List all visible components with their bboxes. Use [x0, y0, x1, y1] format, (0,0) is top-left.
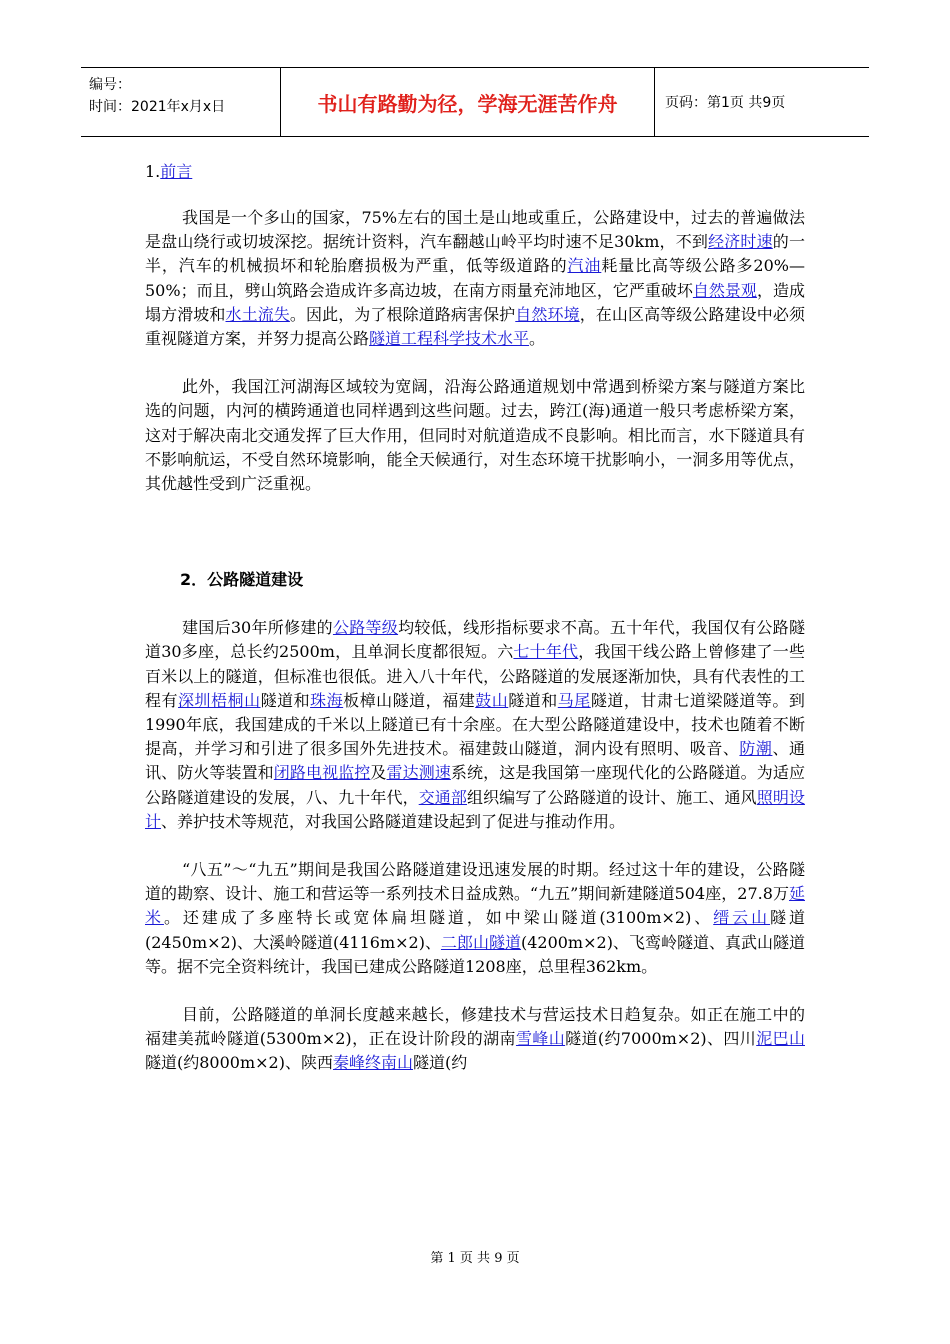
header-meta [81, 68, 281, 136]
text-run: 、通讯、防火等装置和 [145, 739, 805, 783]
inline-link[interactable]: 七十年代 [513, 642, 579, 662]
text-run: 。因此，为了根除道路病害保护 [289, 304, 516, 324]
inline-link[interactable]: 水土流失 [225, 304, 290, 324]
text-run: 的一半，汽车的机械损坏和轮胎磨损极为严重，低等级道路的 [145, 232, 805, 276]
text-run: (4200m×2)、飞鸾岭隧道、真武山隧道等。据不完全资料统计，我国已建成公路隧道1208座，总里程362km。 [145, 932, 805, 976]
inline-link[interactable]: 自然环境 [515, 304, 580, 324]
text-run: 我国是一个多山的国家，75%左右的国土是山地或重丘，公路建设中，过去的普遍做法是盘山绕行或切坡深挖。据统计资料，汽车翻越山岭平均时速不足30km，不到 [145, 208, 805, 252]
inline-link[interactable]: 马尾 [557, 690, 591, 710]
section-1-title-link[interactable]: 前言 [160, 162, 193, 181]
document-time-label: 时间：2021年x月x日 [89, 99, 226, 115]
inline-link[interactable]: 经济时速 [708, 232, 773, 252]
text-run: 均较低，线形指标要求不高。五十年代，我国仅有公路隧道30多座，总长约2500m，且单洞长度都很短。六 [145, 618, 805, 662]
text-run: 板樟山隧道，福建 [343, 690, 476, 710]
text-run: 隧道和 [508, 690, 558, 710]
text-run: 隧道(约 [412, 1053, 468, 1073]
document-number-label: 编号： [89, 77, 131, 93]
inline-link[interactable]: 缙云山 [713, 908, 771, 928]
text-run: 建国后30年所修建的 [182, 618, 333, 638]
paragraph [145, 1003, 805, 1076]
inline-link[interactable]: 延米 [145, 884, 805, 928]
paragraph [145, 858, 805, 979]
inline-link[interactable]: 交通部 [418, 787, 467, 807]
text-run: 。 [529, 329, 546, 349]
text-run: “八五”～“九五”期间是我国公路隧道建设迅速发展的时期。经过这十年的建设，公路隧道的勘察、设计、施工和营运等一系列技术日益成熟。“九五”期间新建隧道504座，27.8万 [145, 860, 805, 904]
text-run: 隧道(约7000m×2)、四川 [565, 1029, 757, 1049]
inline-link[interactable]: 雷达测速 [386, 763, 451, 783]
inline-link[interactable]: 公路等级 [332, 618, 399, 638]
inline-link[interactable]: 秦峰终南山 [332, 1053, 413, 1073]
text-run: 目前，公路隧道的单洞长度越来越长，修建技术与营运技术日趋复杂。如正在施工中的福建美菰岭隧道(5300m×2)，正在设计阶段的湖南 [145, 1005, 805, 1049]
inline-link[interactable]: 闭路电视监控 [273, 763, 371, 783]
inline-link[interactable]: 珠海 [310, 690, 344, 710]
header-page-label: 页码：第1页 共9页 [665, 95, 786, 111]
inline-link[interactable]: 鼓山 [475, 690, 509, 710]
section-1-heading [145, 160, 805, 184]
inline-link[interactable]: 隧道工程科学技术水平 [369, 329, 530, 349]
text-run: ，在山区高等级公路建设中必须重视隧道方案，并努力提高公路 [145, 304, 805, 349]
text-run: 隧道，甘肃七道梁隧道等。到1990年底，我国建成的千米以上隧道已有十余座。在大型公路隧道建设中，技术也随着不断提高，并学习和引进了很多国外先进技术。福建鼓山隧道，洞内设有照明、吸音、 [145, 690, 805, 759]
inline-link[interactable]: 深圳梧桐山 [178, 690, 261, 710]
paragraph [145, 375, 805, 496]
section-1-number: 1. [145, 162, 161, 181]
text-run: 及 [370, 763, 387, 783]
text-run: 此外，我国江河湖海区域较为宽阔，沿海公路通道规划中常遇到桥梁方案与隧道方案比选的问题，内河的横跨通道也同样遇到这些问题。过去，跨江(海)通道一般只考虑桥梁方案，这对于解决南北交通发挥了巨大作用，但同时对航道造成不良影响。相比而言，水下隧道具有不影响航运，不受自然环境影响，能全天候通行，对生态环境干扰影响小，一洞多用等优点，其优越性受到广泛重视。 [145, 377, 805, 494]
page-header [81, 67, 869, 137]
text-run: 耗量比高等级公路多20%—50%；而且，劈山筑路会造成许多高边坡，在南方雨量充沛地区，它严重破坏 [145, 256, 805, 300]
inline-link[interactable]: 自然景观 [692, 280, 757, 300]
inline-link[interactable]: 二郎山隧道 [440, 932, 521, 952]
header-motto: 书山有路勤为径，学海无涯苦作舟 [281, 68, 655, 136]
document-body [145, 155, 805, 1076]
paragraph [145, 616, 805, 834]
text-run: 、养护技术等规范，对我国公路隧道建设起到了促进与推动作用。 [161, 811, 626, 831]
text-run: 。还建成了多座特长或宽体扁坦隧道，如中梁山隧道(3100m×2)、 [163, 908, 714, 928]
text-run: 隧道(约8000m×2)、陕西 [145, 1053, 333, 1073]
section-2-heading: 2．公路隧道建设 [180, 570, 304, 590]
text-run: 隧道(2450m×2)、大溪岭隧道(4116m×2)、 [145, 908, 805, 952]
text-run: ，造成塌方滑坡和 [145, 280, 805, 324]
inline-link[interactable]: 照明设计 [145, 787, 805, 831]
paragraph [145, 206, 805, 351]
inline-link[interactable]: 雪峰山 [515, 1029, 566, 1049]
page-footer: 第 1 页 共 9 页 [430, 1251, 520, 1266]
inline-link[interactable]: 防潮 [739, 739, 773, 759]
text-run: ，我国干线公路上曾修建了一些百米以上的隧道，但标准也很低。进入八十年代，公路隧道的发展逐渐加快，具有代表性的工程有 [145, 642, 805, 710]
inline-link[interactable]: 泥巴山 [756, 1029, 805, 1049]
text-run: 隧道和 [260, 690, 311, 710]
text-run: 系统，这是我国第一座现代化的公路隧道。为适应公路隧道建设的发展，八、九十年代， [145, 763, 805, 807]
text-run: 组织编写了公路隧道的设计、施工、通风 [466, 787, 757, 807]
inline-link[interactable]: 汽油 [567, 256, 602, 276]
